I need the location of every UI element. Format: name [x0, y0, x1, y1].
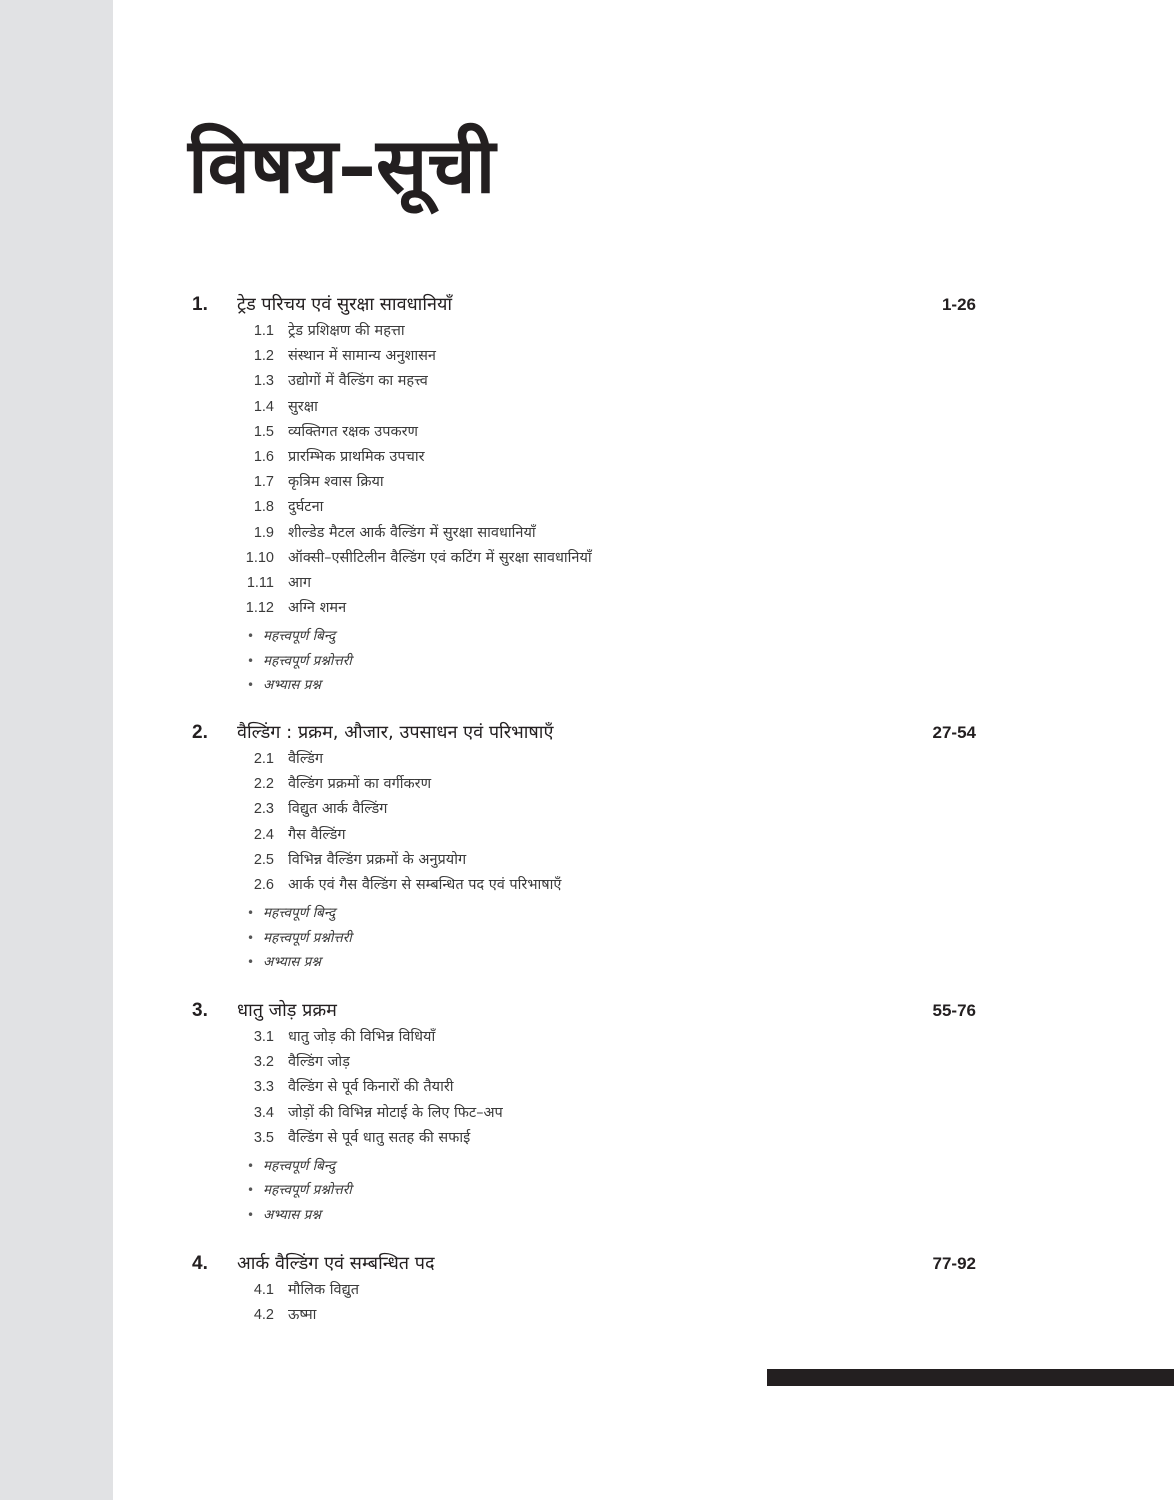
section-list [0, 1278, 1174, 1328]
section-number: 2.5 [253, 851, 274, 868]
section-item[interactable] [0, 1025, 1174, 1050]
bullet-icon: • [247, 1183, 255, 1198]
section-item[interactable] [0, 571, 1174, 596]
section-title: वैल्डिंग से पूर्व किनारों की तैयारी [288, 1079, 454, 1096]
section-title: दुर्घटना [288, 499, 324, 516]
section-number: 1.3 [253, 373, 274, 390]
section-number: 2.4 [253, 826, 274, 843]
extra-item-key-points[interactable] [0, 1154, 1174, 1179]
chapter-title: धातु जोड़ प्रक्रम [237, 1000, 337, 1021]
section-number: 3.2 [253, 1054, 274, 1071]
section-title: वैल्डिंग जोड़ [288, 1054, 350, 1071]
section-number: 2.3 [253, 801, 274, 818]
bullet-icon: • [247, 678, 255, 693]
section-item[interactable] [0, 1101, 1174, 1126]
chapter-heading[interactable] [0, 291, 1174, 319]
section-item[interactable] [0, 772, 1174, 797]
section-item[interactable] [0, 1075, 1174, 1100]
section-title: उद्योगों में वैल्डिंग का महत्त्व [288, 373, 428, 390]
section-number: 1.6 [253, 448, 274, 465]
section-item[interactable] [0, 1278, 1174, 1303]
section-number: 3.3 [253, 1079, 274, 1096]
section-number: 1.4 [253, 398, 274, 415]
section-number: 1.5 [253, 423, 274, 440]
extra-item-label: महत्त्वपूर्ण बिन्दु [263, 1157, 336, 1174]
section-item[interactable] [0, 1126, 1174, 1151]
section-item[interactable] [0, 596, 1174, 621]
section-number: 1.12 [245, 600, 274, 617]
section-number: 3.4 [253, 1104, 274, 1121]
section-item[interactable] [0, 344, 1174, 369]
extra-item-label: अभ्यास प्रश्न [263, 954, 321, 971]
section-item[interactable] [0, 747, 1174, 772]
section-title: अग्नि शमन [288, 600, 347, 617]
chapter-title: वैल्डिंग : प्रक्रम, औजार, उपसाधन एवं परिभाषाएँ [237, 722, 554, 743]
bullet-icon: • [247, 1207, 255, 1222]
section-title: ऊष्मा [288, 1307, 317, 1324]
section-number: 1.10 [245, 549, 274, 566]
section-title: विभिन्न वैल्डिंग प्रक्रमों के अनुप्रयोग [288, 851, 467, 868]
section-title: मौलिक विद्युत [288, 1282, 359, 1298]
section-title: गैस वैल्डिंग [288, 826, 346, 843]
bullet-icon: • [247, 629, 255, 644]
chapter-heading[interactable] [0, 719, 1174, 747]
section-title: कृत्रिम श्वास क्रिया [288, 474, 384, 491]
section-item[interactable] [0, 495, 1174, 520]
section-title: वैल्डिंग प्रक्रमों का वर्गीकरण [288, 776, 432, 793]
section-title: संस्थान में सामान्य अनुशासन [288, 348, 436, 365]
section-number: 1.1 [253, 323, 274, 339]
extra-item-label: महत्त्वपूर्ण बिन्दु [263, 628, 336, 645]
section-number: 1.11 [246, 574, 274, 591]
chapter-1 [0, 291, 1174, 698]
chapter-4 [0, 1250, 1174, 1328]
section-title: आग [288, 574, 311, 591]
extra-item-label: अभ्यास प्रश्न [263, 1206, 321, 1223]
section-item[interactable] [0, 823, 1174, 848]
section-title: व्यक्तिगत रक्षक उपकरण [288, 423, 419, 440]
section-item[interactable] [0, 1050, 1174, 1075]
bullet-icon: • [247, 930, 255, 945]
chapter-title: आर्क वैल्डिंग एवं सम्बन्धित पद [237, 1253, 435, 1274]
section-title: जोड़ों की विभिन्न मोटाई के लिए फिट–अप [288, 1104, 503, 1121]
section-title: प्रारम्भिक प्राथमिक उपचार [288, 448, 425, 465]
section-title: विद्युत आर्क वैल्डिंग [288, 801, 388, 818]
section-title: सुरक्षा [288, 398, 318, 415]
section-item[interactable] [0, 470, 1174, 495]
extra-item-practice-questions[interactable] [0, 673, 1174, 698]
bullet-icon: • [247, 1158, 255, 1173]
section-title: धातु जोड़ की विभिन्न विधियाँ [288, 1029, 436, 1045]
section-item[interactable] [0, 319, 1174, 344]
chapter-title: ट्रेड परिचय एवं सुरक्षा सावधानियाँ [237, 294, 453, 315]
bullet-icon: • [247, 955, 255, 970]
extra-item-important-qa[interactable] [0, 649, 1174, 674]
section-item[interactable] [0, 873, 1174, 898]
section-list [0, 1025, 1174, 1151]
chapter-heading[interactable] [0, 1250, 1174, 1278]
extra-item-important-qa[interactable] [0, 1178, 1174, 1203]
chapter-extras-list [0, 624, 1174, 698]
section-number: 2.6 [253, 876, 274, 893]
extra-item-label: महत्त्वपूर्ण बिन्दु [263, 905, 336, 922]
section-item[interactable] [0, 1303, 1174, 1328]
chapter-heading[interactable] [0, 997, 1174, 1025]
section-item[interactable] [0, 395, 1174, 420]
extra-item-label: महत्त्वपूर्ण प्रश्नोत्तरी [263, 652, 352, 669]
chapter-number: 2. [192, 722, 208, 743]
chapter-page-range: 1-26 [941, 295, 976, 314]
extra-item-label: अभ्यास प्रश्न [263, 677, 321, 694]
section-number: 3.1 [253, 1029, 274, 1045]
chapter-extras-list [0, 1154, 1174, 1228]
chapter-number: 4. [192, 1253, 208, 1274]
extra-item-label: महत्त्वपूर्ण प्रश्नोत्तरी [263, 929, 352, 946]
extra-item-practice-questions[interactable] [0, 950, 1174, 975]
chapter-extras-list [0, 901, 1174, 975]
section-number: 1.2 [253, 348, 274, 365]
section-number: 4.2 [253, 1307, 274, 1324]
chapter-number: 3. [192, 1000, 208, 1021]
section-title: शील्डेड मैटल आर्क वैल्डिंग में सुरक्षा सावधानियाँ [288, 524, 536, 541]
section-item[interactable] [0, 420, 1174, 445]
section-number: 2.1 [253, 751, 274, 767]
section-title: ट्रेड प्रशिक्षण की महत्ता [288, 323, 405, 339]
chapter-page-range: 27-54 [932, 723, 976, 742]
chapter-2 [0, 719, 1174, 975]
section-list [0, 319, 1174, 621]
section-title: ऑक्सी–एसीटिलीन वैल्डिंग एवं कटिंग में सुरक्षा सावधानियाँ [288, 549, 592, 566]
section-title: वैल्डिंग [288, 751, 323, 767]
section-title: आर्क एवं गैस वैल्डिंग से सम्बन्धित पद एवं परिभाषाएँ [288, 876, 562, 893]
section-number: 4.1 [253, 1282, 274, 1298]
extra-item-key-points[interactable] [0, 624, 1174, 649]
section-number: 1.8 [253, 499, 274, 516]
section-list [0, 747, 1174, 898]
bullet-icon: • [247, 906, 255, 921]
section-item[interactable] [0, 521, 1174, 546]
extra-item-key-points[interactable] [0, 901, 1174, 926]
section-item[interactable] [0, 797, 1174, 822]
section-number: 1.7 [253, 474, 274, 491]
chapter-page-range: 55-76 [932, 1001, 976, 1020]
section-item[interactable] [0, 369, 1174, 394]
chapter-number: 1. [192, 294, 208, 315]
bullet-icon: • [247, 653, 255, 668]
section-number: 3.5 [253, 1129, 274, 1146]
section-item[interactable] [0, 546, 1174, 571]
section-title: वैल्डिंग से पूर्व धातु सतह की सफाई [288, 1129, 471, 1146]
section-number: 2.2 [253, 776, 274, 793]
page-title: विषय–सूची [188, 121, 496, 210]
chapter-3 [0, 997, 1174, 1227]
extra-item-practice-questions[interactable] [0, 1203, 1174, 1228]
extra-item-important-qa[interactable] [0, 926, 1174, 951]
section-number: 1.9 [253, 524, 274, 541]
section-item[interactable] [0, 848, 1174, 873]
extra-item-label: महत्त्वपूर्ण प्रश्नोत्तरी [263, 1182, 352, 1199]
section-item[interactable] [0, 445, 1174, 470]
chapter-page-range: 77-92 [932, 1254, 976, 1273]
decorative-footer-bar [767, 1369, 1174, 1386]
